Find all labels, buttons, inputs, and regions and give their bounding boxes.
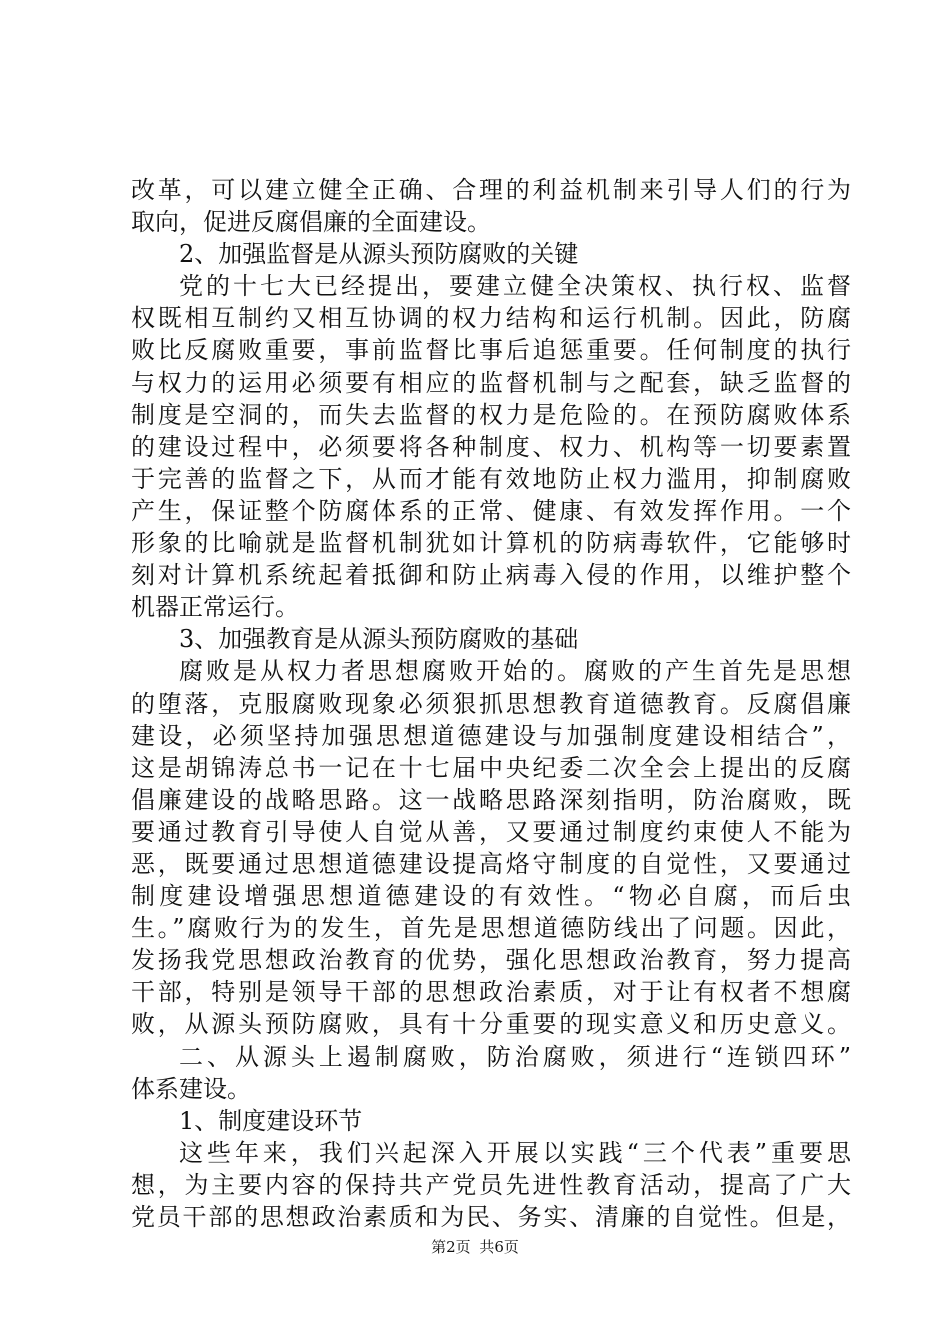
text-line: 的堕落，克服腐败现象必须狠抓思想教育道德教育。反腐倡廉 xyxy=(131,689,851,718)
text-line: 这是胡锦涛总书一记在十七届中央纪委二次全会上提出的反腐 xyxy=(131,753,851,782)
text-line: 改革，可以建立健全正确、合理的利益机制来引导人们的行为 xyxy=(131,176,851,204)
text-line: 刻对计算机系统起着抵御和防止病毒入侵的作用，以维护整个 xyxy=(131,561,851,590)
document-body xyxy=(131,174,851,1233)
text-line: 制度是空洞的，而失去监督的权力是危险的。在预防腐败体系 xyxy=(131,400,851,429)
text-line: 产生，保证整个防腐体系的正常、健康、有效发挥作用。一个 xyxy=(131,496,851,525)
text-line: 腐败是从权力者思想腐败开始的。腐败的产生首先是思想 xyxy=(179,657,851,686)
text-line: 取向，促进反腐倡廉的全面建设。 xyxy=(131,208,491,237)
text-line: 1、制度建设环节 xyxy=(179,1106,363,1135)
text-line: 发扬我党思想政治教育的优势，强化思想政治教育，努力提高 xyxy=(131,946,851,975)
page-total: 共6页 xyxy=(479,1238,519,1256)
text-line: 与权力的运用必须要有相应的监督机制与之配套，缺乏监督的 xyxy=(131,368,851,397)
text-line: 建设，必须坚持加强思想道德建设与加强制度建设相结合”， xyxy=(131,721,851,750)
text-line: 的建设过程中，必须要将各种制度、权力、机构等一切要素置 xyxy=(131,432,851,461)
text-line: 二、从源头上遏制腐败，防治腐败，须进行“连锁四环” xyxy=(179,1042,851,1071)
page-number: 第2页 xyxy=(431,1238,471,1256)
text-line: 要通过教育引导使人自觉从善，又要通过制度约束使人不能为 xyxy=(131,817,851,846)
text-line: 形象的比喻就是监督机制犹如计算机的防病毒软件，它能够时 xyxy=(131,529,851,558)
text-line: 倡廉建设的战略思路。这一战略思路深刻指明，防治腐败，既 xyxy=(131,785,851,814)
text-line: 体系建设。 xyxy=(131,1074,251,1103)
text-line: 制度建设增强思想道德建设的有效性。“物必自腐，而后虫 xyxy=(131,882,851,911)
page-footer xyxy=(0,1237,950,1257)
text-line: 想，为主要内容的保持共产党员先进性教育活动，提高了广大 xyxy=(131,1170,851,1199)
text-line: 2、加强监督是从源头预防腐败的关键 xyxy=(179,240,579,269)
text-line: 3、加强教育是从源头预防腐败的基础 xyxy=(179,625,579,654)
text-line: 败，从源头预防腐败，具有十分重要的现实意义和历史意义。 xyxy=(131,1010,851,1039)
text-line: 党的十七大已经提出，要建立健全决策权、执行权、监督 xyxy=(179,272,851,301)
text-line: 于完善的监督之下，从而才能有效地防止权力滥用，抑制腐败 xyxy=(131,464,851,493)
text-line: 恶，既要通过思想道德建设提高烙守制度的自觉性，又要通过 xyxy=(131,849,851,878)
text-line: 这些年来，我们兴起深入开展以实践“三个代表”重要思 xyxy=(179,1138,851,1167)
text-line: 党员干部的思想政治素质和为民、务实、清廉的自觉性。但是， xyxy=(131,1203,851,1231)
text-line: 败比反腐败重要，事前监督比事后追惩重要。任何制度的执行 xyxy=(131,336,851,365)
text-line: 干部，特别是领导干部的思想政治素质，对于让有权者不想腐 xyxy=(131,978,851,1007)
text-line: 权既相互制约又相互协调的权力结构和运行机制。因此，防腐 xyxy=(131,304,851,333)
text-line: 生。”腐败行为的发生，首先是思想道德防线出了问题。因此， xyxy=(131,914,851,943)
text-line: 机器正常运行。 xyxy=(131,593,299,622)
